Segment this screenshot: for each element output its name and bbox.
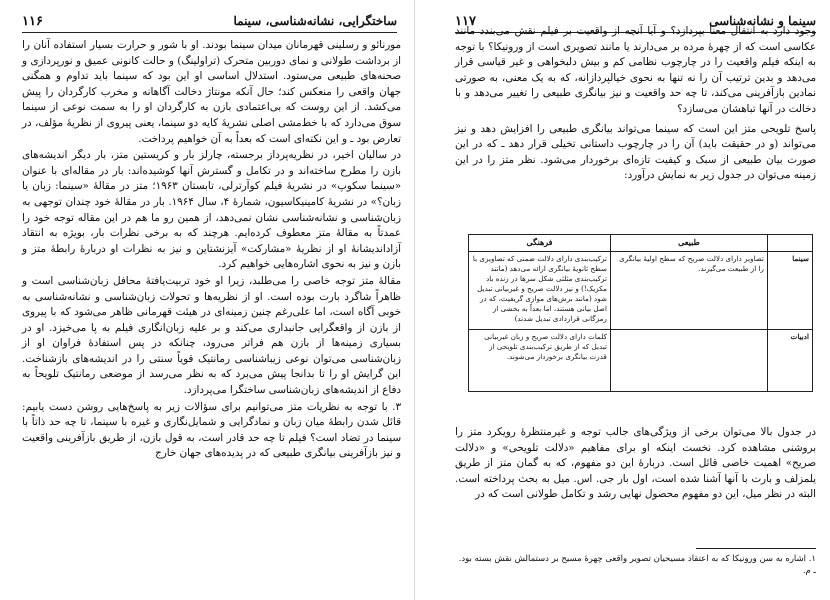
running-title: ساختگرایی، نشانه‌شناسی، سینما bbox=[233, 14, 397, 28]
left-page-body bbox=[22, 38, 401, 463]
table-cell: تصاویر دارای دلالت صریح که سطح اولیهٔ بیانگری را از طبیعت می‌گیرند. bbox=[611, 252, 768, 330]
left-page-header bbox=[22, 10, 397, 33]
right-page-body bbox=[455, 24, 816, 185]
paragraph: پاسخ تلویحی متز این است که سینما می‌تواند بیانگری طبیعی را افزایش دهد و نیز می‌تواند (و در حقیقت باید) آن را در چارچوب داستانی تخیلی قرار دهد ـ که در این صورت بیان طبیعی از سبک و کیفیت تازه‌ای برخوردار می‌شود. نظر متز را در این زمینه می‌توان در جدول زیر به نمایش درآورد: bbox=[455, 122, 816, 182]
table-row-label: سینما bbox=[768, 252, 813, 330]
table-row bbox=[469, 252, 813, 330]
table-header-cultural: فرهنگی bbox=[469, 235, 611, 252]
table-header-row bbox=[469, 235, 813, 252]
paragraph: در جدول بالا می‌توان برخی از ویژگی‌های جالب توجه و غیرمنتظرهٔ رویکرد متز را بروشنی مشاهده کرد. نخست اینکه او برای مفاهیم «دلالت تلویحی» و «دلالت صریح» اهمیت خاصی قائل است. دربارهٔ این دو مفهوم، که به گمان متز از طریق یلمزلف و بارت با آنها آشنا شده است، اول بار جی. اس. میل به بحث پرداخته است. البته در نظر میل، این دو مفهوم محصول نهایی رشد و تکامل طولانی است که در bbox=[455, 426, 816, 501]
paragraph: ۳. با توجه به نظریات متز می‌توانیم برای سؤالات زیر به پاسخ‌هایی روشن دست یابیم: قائل شدن رابطهٔ میان زبان و نمادگرایی و شمایل‌نگاری و غیره با سینما، تا چه حد ذاتاً با سینما در تضاد است؟ فیلم تا چه حد قادر است، به قول بازن، از طریق بازآفرینی واقعیت و نیز بازآفرینی بیانگری طبیعی که در پدیده‌های جهان خارج bbox=[22, 400, 401, 460]
table-corner-cell bbox=[768, 235, 813, 252]
table-cell: ترکیب‌بندی دارای دلالت ضمنی که تصاویری با سطح ثانویهٔ بیانگری ارائه می‌دهد (مانند ترکیب‌بندی مثلثی شکل سرها در زنده باد مکزیک!) و نیز دلالت صریح و غیربیانی تبدیل شود (مانند برش‌های موازی گریفیث، که در اصل بیانی هستند، اما بعداً به بخشی از رمزگانی قراردادی تبدیل شدند) bbox=[469, 252, 611, 330]
table-header-natural: طبیعی bbox=[611, 235, 768, 252]
paragraph: وجود دارد به انتقال معنا بپردازد؟ و آیا آنچه از واقعیت بر فیلم نقش می‌بندد مانند عکاسی است که از چهرهٔ مرده بر می‌دارند یا مانند تصویری است از ورونیکا؟ با توجه به اینکه فیلم واقعیت را در چارچوب نظامی کم و بیش دلبخواهی و غیر قیاسی قرار می‌دهد و بدین ترتیب آن را نه تنها به نحوی خیالپردازانه، که به یک معنی، به صورتی نمادین بازآفرینی می‌کند، تا چه حد واقعیت و نیز بیانگری طبیعی را تغییر می‌دهد و با دخالت در آنها تباهشان می‌سازد؟ bbox=[455, 25, 816, 115]
paragraph: در سالیان اخیر، در نظریه‌پرداز برجسته، چارلز بار و کریستین متز، بار دیگر اندیشه‌های بازن را مطرح ساخته‌اند و در تکامل و گسترش آنها کوشیده‌اند: بار در مقاله‌ای با عنوان «سینما سکوپ» در نشریهٔ فیلم کوآرترلی، تابستان ۱۹۶۳؛ متز در مقالهٔ «سینما: زبان یا زبان؟» در نشریهٔ کامینیکاسیون، شمارهٔ ۴، سال ۱۹۶۴. بار در مقالهٔ خود چندان توجهی به زبان‌شناسی و نشانه‌شناسی نشان نمی‌دهد، از همین رو ما هم در این مقاله توجه خود را عمدتاً به مقالهٔ متز معطوف کرده‌ایم. هرچند که به برخی نظرات بار، بویژه به انتقاد آزاداندیشانهٔ او از نظریهٔ «مشارکت» آیزنشتاین و نیز به نظرات او دربارهٔ رابطهٔ متز و بازن و نیز به نحوی اشاره‌هایی خواهیم کرد. bbox=[22, 149, 401, 271]
paragraph: مورنائو و رسلینی قهرمانان میدان سینما بودند. او با شور و حرارت بسیار استفاده آنان را از برداشت طولانی و نمای دوربین متحرک (تراولینگ) و حالت کانونی عمیق و نورپردازی و صحنه‌های طبیعی می‌ستود. استدلال اساسی او این بود که سینما باید تداوم و همگنی جهان واقعی را منعکس کند؛ حال آنکه مونتاژ دخالت آگاهانه و مخرب کارگردان را پیش می‌کشد. از این روست که بی‌اعتمادی بازن به کارگردان او را به سمت نوعی از سینما سوق می‌دارد که با خط‌مشی اصلی نشریهٔ کایه دو سینما، یعنی پیروی از نظریهٔ مؤلف، در تعارض بود ـ و این نکته‌ای است که بعداً به آن خواهیم پرداخت. bbox=[22, 39, 401, 145]
table-cell bbox=[611, 330, 768, 392]
footnote: ۱. اشاره به سن ورونیکا که به اعتقاد مسیحیان تصویر واقعی چهرهٔ مسیح بر دستمالش نقش بسته بود. ـ م. bbox=[458, 554, 816, 576]
table-cell: کلمات دارای دلالت صریح و زبان غیربیانی تبدیل که از طریق ترکیب‌بندی تلویحی از قدرت بیانگری برخوردار می‌شوند. bbox=[469, 330, 611, 392]
paragraph: مقالهٔ متز توجه خاصی را می‌طلبد، زیرا او خود تربیت‌یافتهٔ محافل زبان‌شناسی است و ظاهراً شاگرد بارت بوده است. او از نظریه‌ها و تحولات زبان‌شناسی و نشانه‌شناسی به خوبی آگاه است، اما علی‌رغم چنین زمینه‌ای در هیئت قهرمانی ظاهر می‌شود که با پیروی از بازن از واقعگرایی جانبداری می‌کند و بر علیه زبان‌انگاری فیلم به پا می‌خیزد. او در بسیاری زمینه‌ها از بازن هم فراتر می‌رود، چنانکه در پس استفادهٔ فراوان او از زبان‌شناسی می‌توان نوعی زیباشناسی رمانتیک قویاً سنتی را در اندیشه‌های بازشناخت. این گرایش او را تا بدانجا پیش می‌برد که به نظر می‌رسد از موضعی رمانتیک تلویحاً به دفاع از اندیشه‌های زبان‌شناسی ساختگرا می‌پردازد. bbox=[22, 274, 401, 397]
page-number: ۱۱۷ bbox=[455, 13, 476, 29]
page-number: ۱۱۶ bbox=[22, 13, 43, 29]
comparison-table bbox=[468, 234, 813, 392]
running-title: سینما و نشانه‌شناسی bbox=[709, 14, 816, 28]
table-row-label: ادبیات bbox=[768, 330, 813, 392]
table-row bbox=[469, 330, 813, 392]
